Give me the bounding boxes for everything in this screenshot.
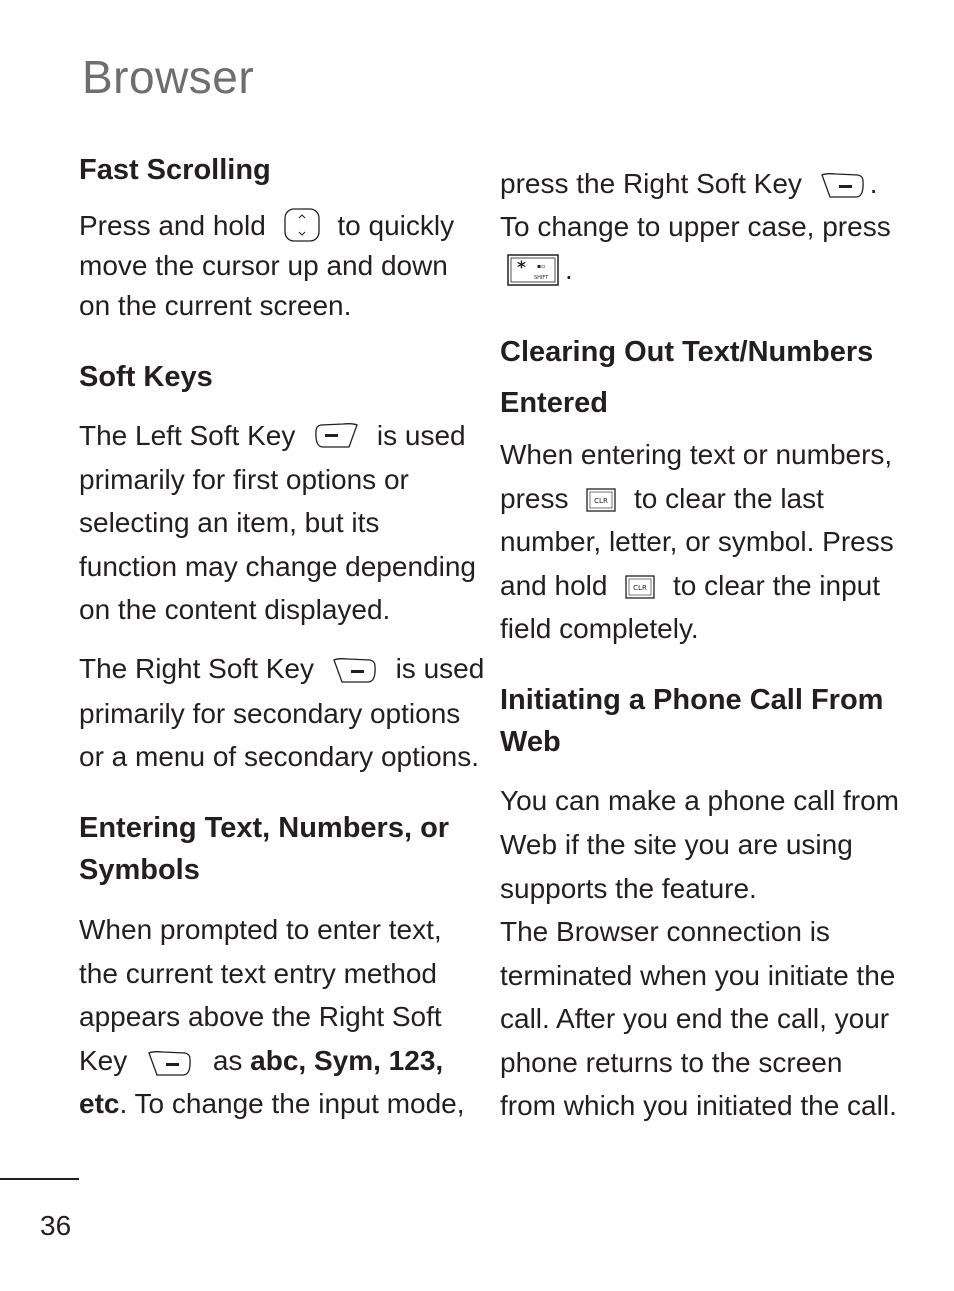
svg-text:CLR: CLR — [594, 496, 609, 505]
text-line — [500, 166, 878, 202]
page-title: Browser — [82, 51, 255, 103]
text-span: Key — [79, 1045, 128, 1076]
text-line: primarily for secondary options — [79, 698, 461, 729]
footer-rule — [0, 1178, 79, 1180]
text-span: press — [500, 483, 569, 514]
text-line: the current text entry method — [79, 958, 437, 989]
text-line: on the content displayed. — [79, 594, 391, 625]
text-line — [500, 568, 880, 604]
text-span-bold: etc — [79, 1088, 120, 1119]
text-line — [79, 651, 484, 687]
heading-entering-text: Entering Text, Numbers, or — [79, 812, 450, 844]
text-line: supports the feature. — [500, 873, 757, 904]
svg-text:▪▫: ▪▫ — [537, 262, 546, 270]
heading-soft-keys: Soft Keys — [79, 361, 213, 393]
text-span: press the Right Soft Key — [500, 168, 802, 199]
right-soft-key-icon — [147, 1049, 193, 1077]
heading-clearing: Clearing Out Text/Numbers — [500, 336, 874, 368]
text-line — [79, 208, 454, 245]
text-span: is used — [395, 653, 485, 684]
text-line — [79, 1086, 465, 1122]
text-line — [500, 252, 573, 288]
svg-text:*: * — [517, 257, 526, 278]
text-line: You can make a phone call from — [500, 785, 899, 816]
text-line — [79, 1043, 443, 1079]
text-line: or a menu of secondary options. — [79, 741, 480, 772]
text-line — [500, 481, 824, 517]
text-line: Web if the site you are using — [500, 829, 853, 860]
star-shift-key-icon — [507, 254, 559, 286]
text-span: The Left Soft Key — [79, 420, 296, 451]
text-span: to quickly — [337, 210, 455, 241]
text-line: phone returns to the screen — [500, 1047, 843, 1078]
right-soft-key-icon — [332, 656, 378, 684]
shift-label: SHIFT — [534, 274, 549, 281]
up-down-navigation-key-icon — [284, 208, 320, 242]
text-line: from which you initiated the call. — [500, 1090, 897, 1121]
text-line: selecting an item, but its — [79, 507, 380, 538]
text-line: terminated when you initiate the — [500, 960, 896, 991]
text-span-bold: abc, Sym, 123, — [250, 1045, 444, 1076]
text-line: function may change depending — [79, 551, 476, 582]
text-span: is used — [376, 420, 466, 451]
text-span: Press and hold — [79, 210, 266, 241]
text-line: call. After you end the call, your — [500, 1003, 890, 1034]
svg-text:CLR: CLR — [633, 583, 648, 592]
text-span: and hold — [500, 570, 608, 601]
text-line: field completely. — [500, 613, 699, 644]
text-span: . — [565, 254, 573, 285]
clear-key-icon — [586, 488, 616, 512]
text-line: move the cursor up and down — [79, 250, 448, 281]
text-line: primarily for first options or — [79, 464, 409, 495]
text-span: to clear the input — [673, 570, 881, 601]
text-line: The Browser connection is — [500, 916, 830, 947]
text-line: When prompted to enter text, — [79, 914, 442, 945]
text-line: on the current screen. — [79, 290, 352, 321]
left-soft-key-icon — [313, 421, 359, 449]
text-line: appears above the Right Soft — [79, 1001, 442, 1032]
text-span: to clear the last — [634, 483, 824, 514]
text-span: . — [869, 168, 878, 199]
heading-phone-call-line2: Web — [500, 726, 561, 758]
text-line: When entering text or numbers, — [500, 439, 893, 470]
heading-clearing-line2: Entered — [500, 387, 608, 419]
heading-fast-scrolling: Fast Scrolling — [79, 154, 271, 186]
heading-phone-call: Initiating a Phone Call From — [500, 684, 884, 716]
text-span: . To change the input mode, — [119, 1088, 465, 1119]
page-number: 36 — [40, 1210, 72, 1241]
heading-entering-text-line2: Symbols — [79, 854, 200, 886]
clear-key-icon — [625, 575, 655, 599]
text-line: To change to upper case, press — [500, 211, 891, 242]
text-span: as — [212, 1045, 243, 1076]
text-line — [79, 418, 466, 454]
text-span: The Right Soft Key — [79, 653, 315, 684]
right-soft-key-icon — [820, 171, 866, 199]
text-line: number, letter, or symbol. Press — [500, 526, 894, 557]
